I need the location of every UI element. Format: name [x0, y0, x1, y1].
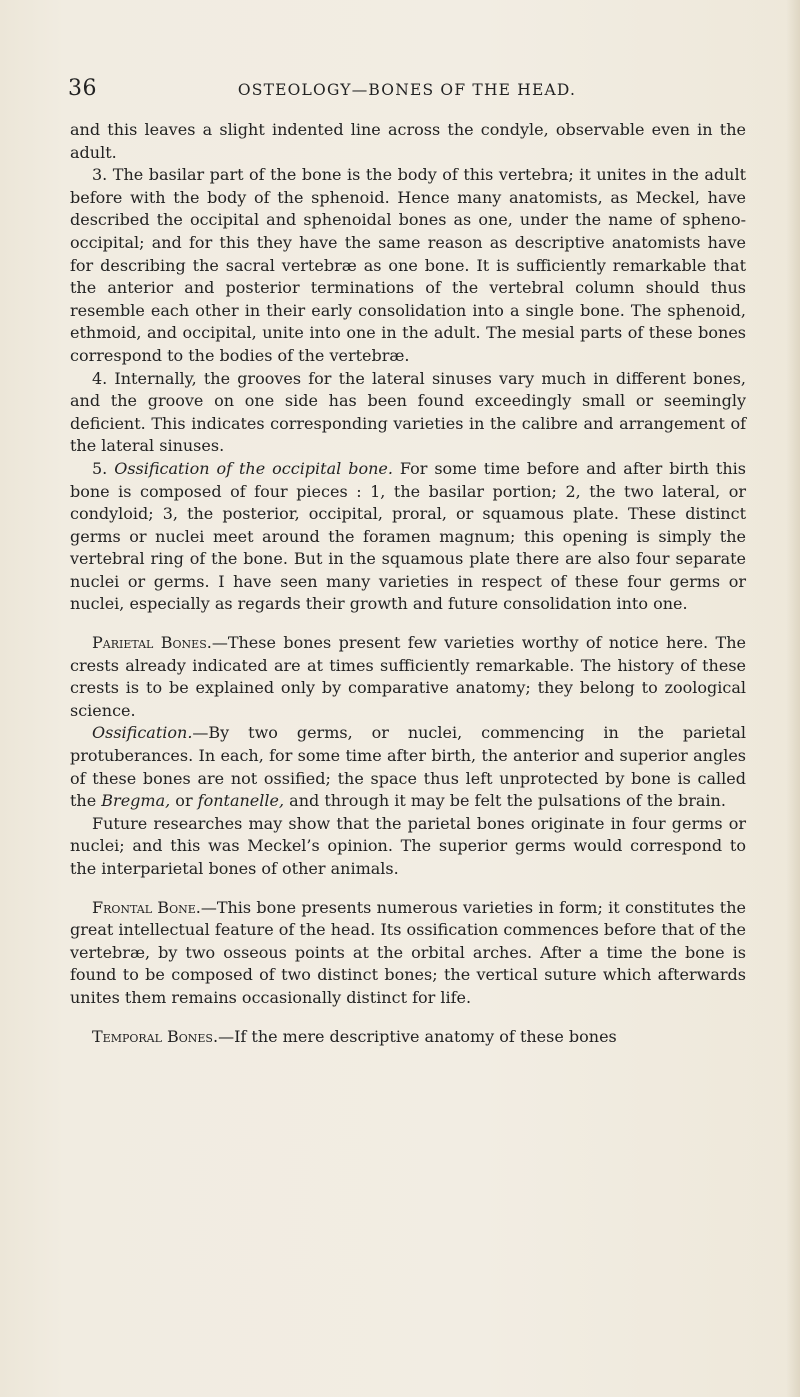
section-heading-temporal: Temporal Bones.: [92, 1026, 219, 1046]
paragraph-condyle: and this leaves a slight indented line across the condyle, observable even in the adult.: [70, 120, 746, 162]
paragraph-text: and through it may be felt the pulsations of the brain.: [284, 791, 726, 811]
paragraph-basilar-part: 3. The basilar part of the bone is the body of this vertebra; it unites in the adult before with the body of the sphenoid. Hence many anatomists, as Meckel, have described the occipital and sphenoidal bones as one, under the name of spheno-occipital; and for this they have the same reason as descriptive anatomists have for describing the sacral vertebræ as one bone. It is sufficiently remarkable that the anterior and posterior terminations of the vertebral column should thus resemble each other in their early consolidation into a single bone. The sphenoid, ethmoid, and occipital, unite into one in the adult. The mesial parts of these bones correspond to the bodies of the vertebræ.: [70, 165, 746, 365]
paragraph-ossification-occipital: [70, 458, 746, 616]
paragraph-number: 5.: [92, 458, 115, 478]
paragraph-text: or: [170, 791, 198, 811]
page-edge-shadow: [786, 0, 800, 1397]
paragraph-frontal-bone: [70, 897, 746, 1010]
term-fontanelle: fontanelle,: [197, 791, 285, 811]
subheading-ossification-occipital: Ossification of the occipital bone.: [114, 458, 393, 478]
paragraph-parietal-ossification: [70, 722, 746, 812]
subheading-ossification: Ossification.: [92, 723, 193, 743]
paragraph-future-researches: Future researches may show that the parietal bones originate in four germs or nuclei; and this was Meckel’s opinion. The superior germs would correspond to the interparietal bones of other animals.: [70, 813, 746, 878]
paragraph-text: —By two germs, or nuclei, commencing in the parietal protuberances. In each, for some time after birth, the anterior and superior angles of these bones are not ossified; the space thus left unprotected by bone is called the: [70, 723, 746, 811]
paragraph-text: —These bones present few varieties worthy of notice here. The crests already indicated are at times sufficiently remarkable. The history of these crests is to be explained only by comparative anatomy; they belong to zoological science.: [70, 633, 746, 720]
paragraph-lateral-sinuses: 4. Internally, the grooves for the lateral sinuses vary much in different bones, and the groove on one side has been found exceedingly small or seemingly deficient. This indicates corresponding varieties in the calibre and arrangement of the lateral sinuses.: [70, 368, 746, 456]
page-header: [0, 76, 800, 106]
page-number: 36: [68, 76, 97, 101]
paragraph-text: —If the mere descriptive anatomy of these bones: [218, 1026, 617, 1046]
paragraph-temporal-bones: [70, 1026, 746, 1049]
body-text: [70, 119, 746, 1048]
running-head: OSTEOLOGY—BONES OF THE HEAD.: [237, 81, 577, 99]
section-heading-frontal: Frontal Bone.: [92, 897, 201, 917]
term-bregma: Bregma,: [101, 791, 171, 811]
paragraph-text: For some time before and after birth this bone is composed of four pieces : 1, the basilar portion; 2, the two lateral, or condyloid; 3, the posterior, occipital, proral, or squamous plate. These distinct germs or nuclei meet around the foramen magnum; this opening is simply the vertebral ring of the bone. But in the squamous plate there are also four separate nuclei or germs. I have seen many varieties in respect of these four germs or nuclei, especially as regards their growth and future consolidation into one.: [70, 458, 746, 614]
paragraph-parietal-bones: [70, 632, 746, 722]
section-heading-parietal: Parietal Bones.: [92, 633, 212, 653]
paragraph-text: —This bone presents numerous varieties in form; it constitutes the great intellectual feature of the head. Its ossification commences before that of the vertebræ, by two osseous points at the orbital arches. After a time the bone is found to be composed of two distinct bones; the vertical suture which afterwards unites them remains occasionally distinct for life.: [70, 897, 746, 1007]
